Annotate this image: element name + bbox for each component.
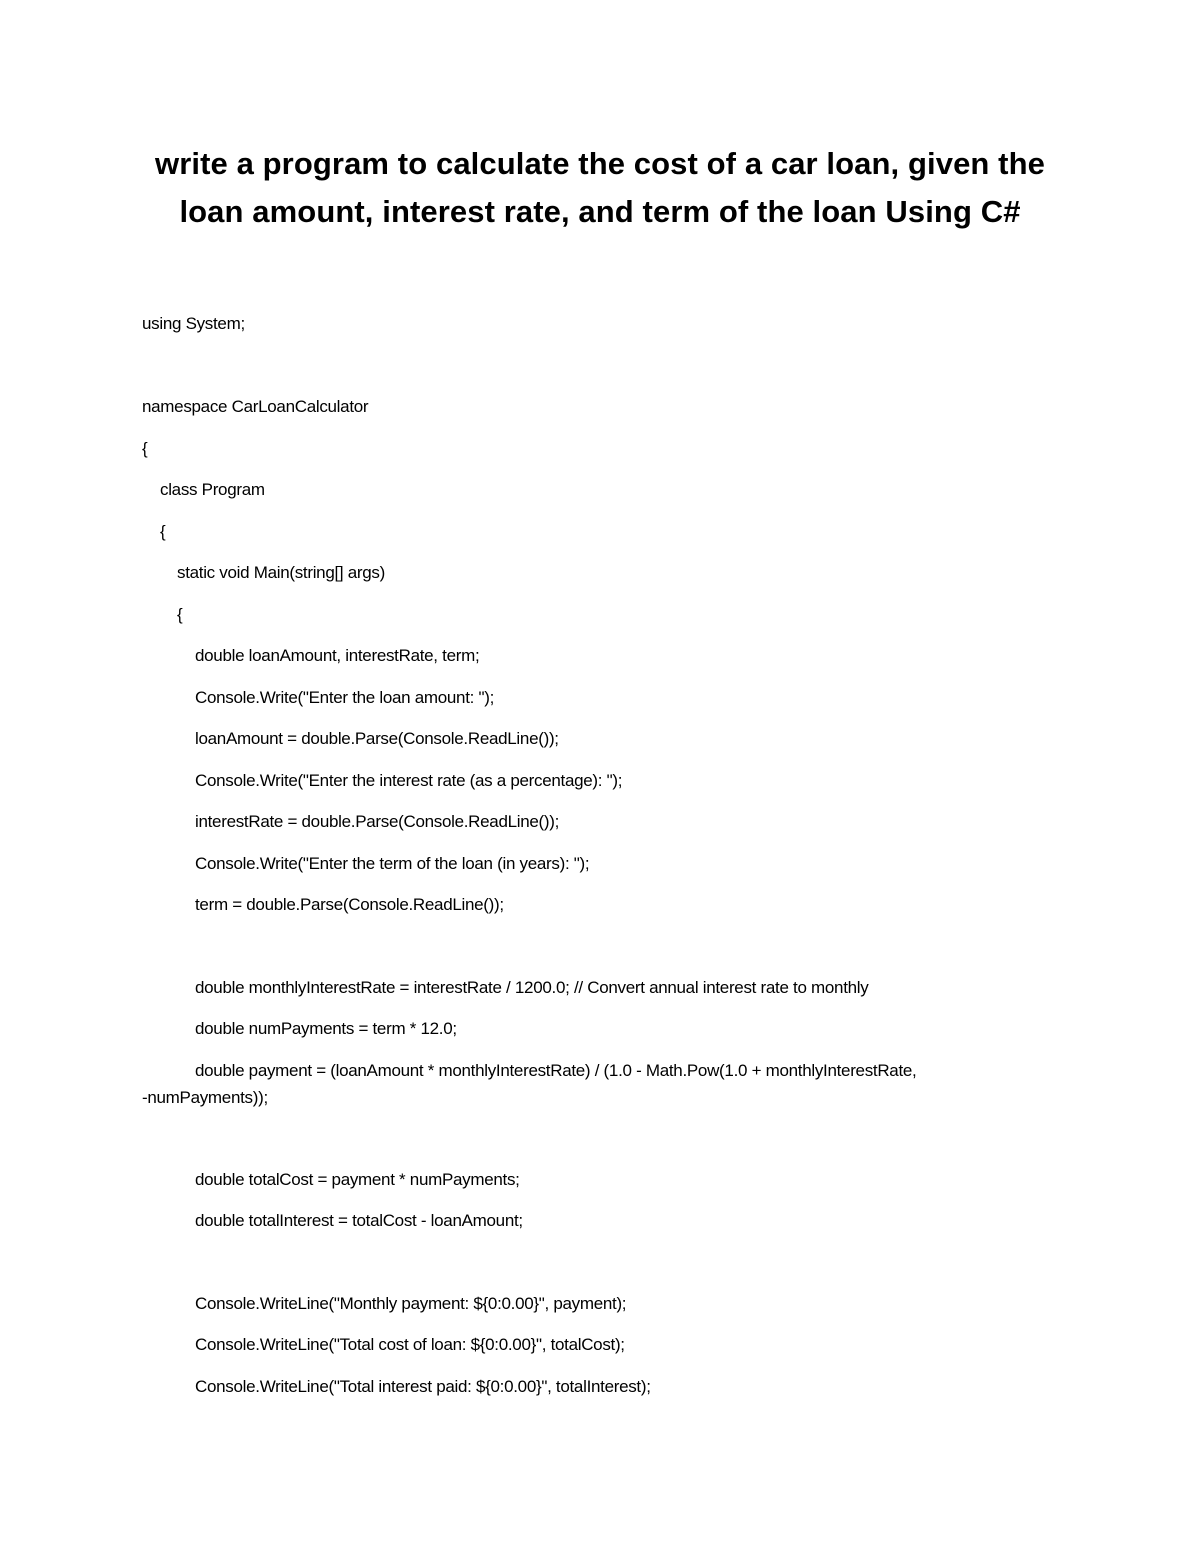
code-line: using System; bbox=[142, 314, 245, 333]
title-line-2: loan amount, interest rate, and term of the loan Using C# bbox=[179, 194, 1021, 229]
code-line: -numPayments)); bbox=[142, 1088, 268, 1107]
code-line: { bbox=[142, 439, 148, 458]
code-line: double monthlyInterestRate = interestRate / 1200.0; // Convert annual interest rate to monthly bbox=[195, 978, 869, 997]
code-line: interestRate = double.Parse(Console.ReadLine()); bbox=[195, 812, 560, 831]
code-line: Console.Write("Enter the term of the loan (in years): "); bbox=[195, 854, 590, 873]
code-line: Console.WriteLine("Total cost of loan: ${0:0.00}", totalCost); bbox=[195, 1335, 625, 1354]
code-line: double totalInterest = totalCost - loanAmount; bbox=[195, 1211, 523, 1230]
code-line: Console.Write("Enter the loan amount: "); bbox=[195, 688, 494, 707]
code-line: namespace CarLoanCalculator bbox=[142, 397, 369, 416]
code-line: Console.WriteLine("Monthly payment: ${0:0.00}", payment); bbox=[195, 1294, 627, 1313]
code-line: class Program bbox=[160, 480, 265, 499]
code-line: { bbox=[177, 605, 183, 624]
code-line: Console.WriteLine("Total interest paid: ${0:0.00}", totalInterest); bbox=[195, 1377, 651, 1396]
code-line: Console.Write("Enter the interest rate (as a percentage): "); bbox=[195, 771, 623, 790]
code-line: double payment = (loanAmount * monthlyInterestRate) / (1.0 - Math.Pow(1.0 + monthlyInterestRate, bbox=[195, 1061, 917, 1080]
title-line-1: write a program to calculate the cost of a car loan, given the bbox=[155, 146, 1045, 181]
code-line: static void Main(string[] args) bbox=[177, 563, 385, 582]
code-line: double numPayments = term * 12.0; bbox=[195, 1019, 457, 1038]
page-title bbox=[120, 140, 1080, 236]
code-line: double loanAmount, interestRate, term; bbox=[195, 646, 480, 665]
code-line: loanAmount = double.Parse(Console.ReadLine()); bbox=[195, 729, 559, 748]
code-line: { bbox=[160, 522, 166, 541]
code-line: term = double.Parse(Console.ReadLine()); bbox=[195, 895, 504, 914]
code-line: double totalCost = payment * numPayments; bbox=[195, 1170, 520, 1189]
